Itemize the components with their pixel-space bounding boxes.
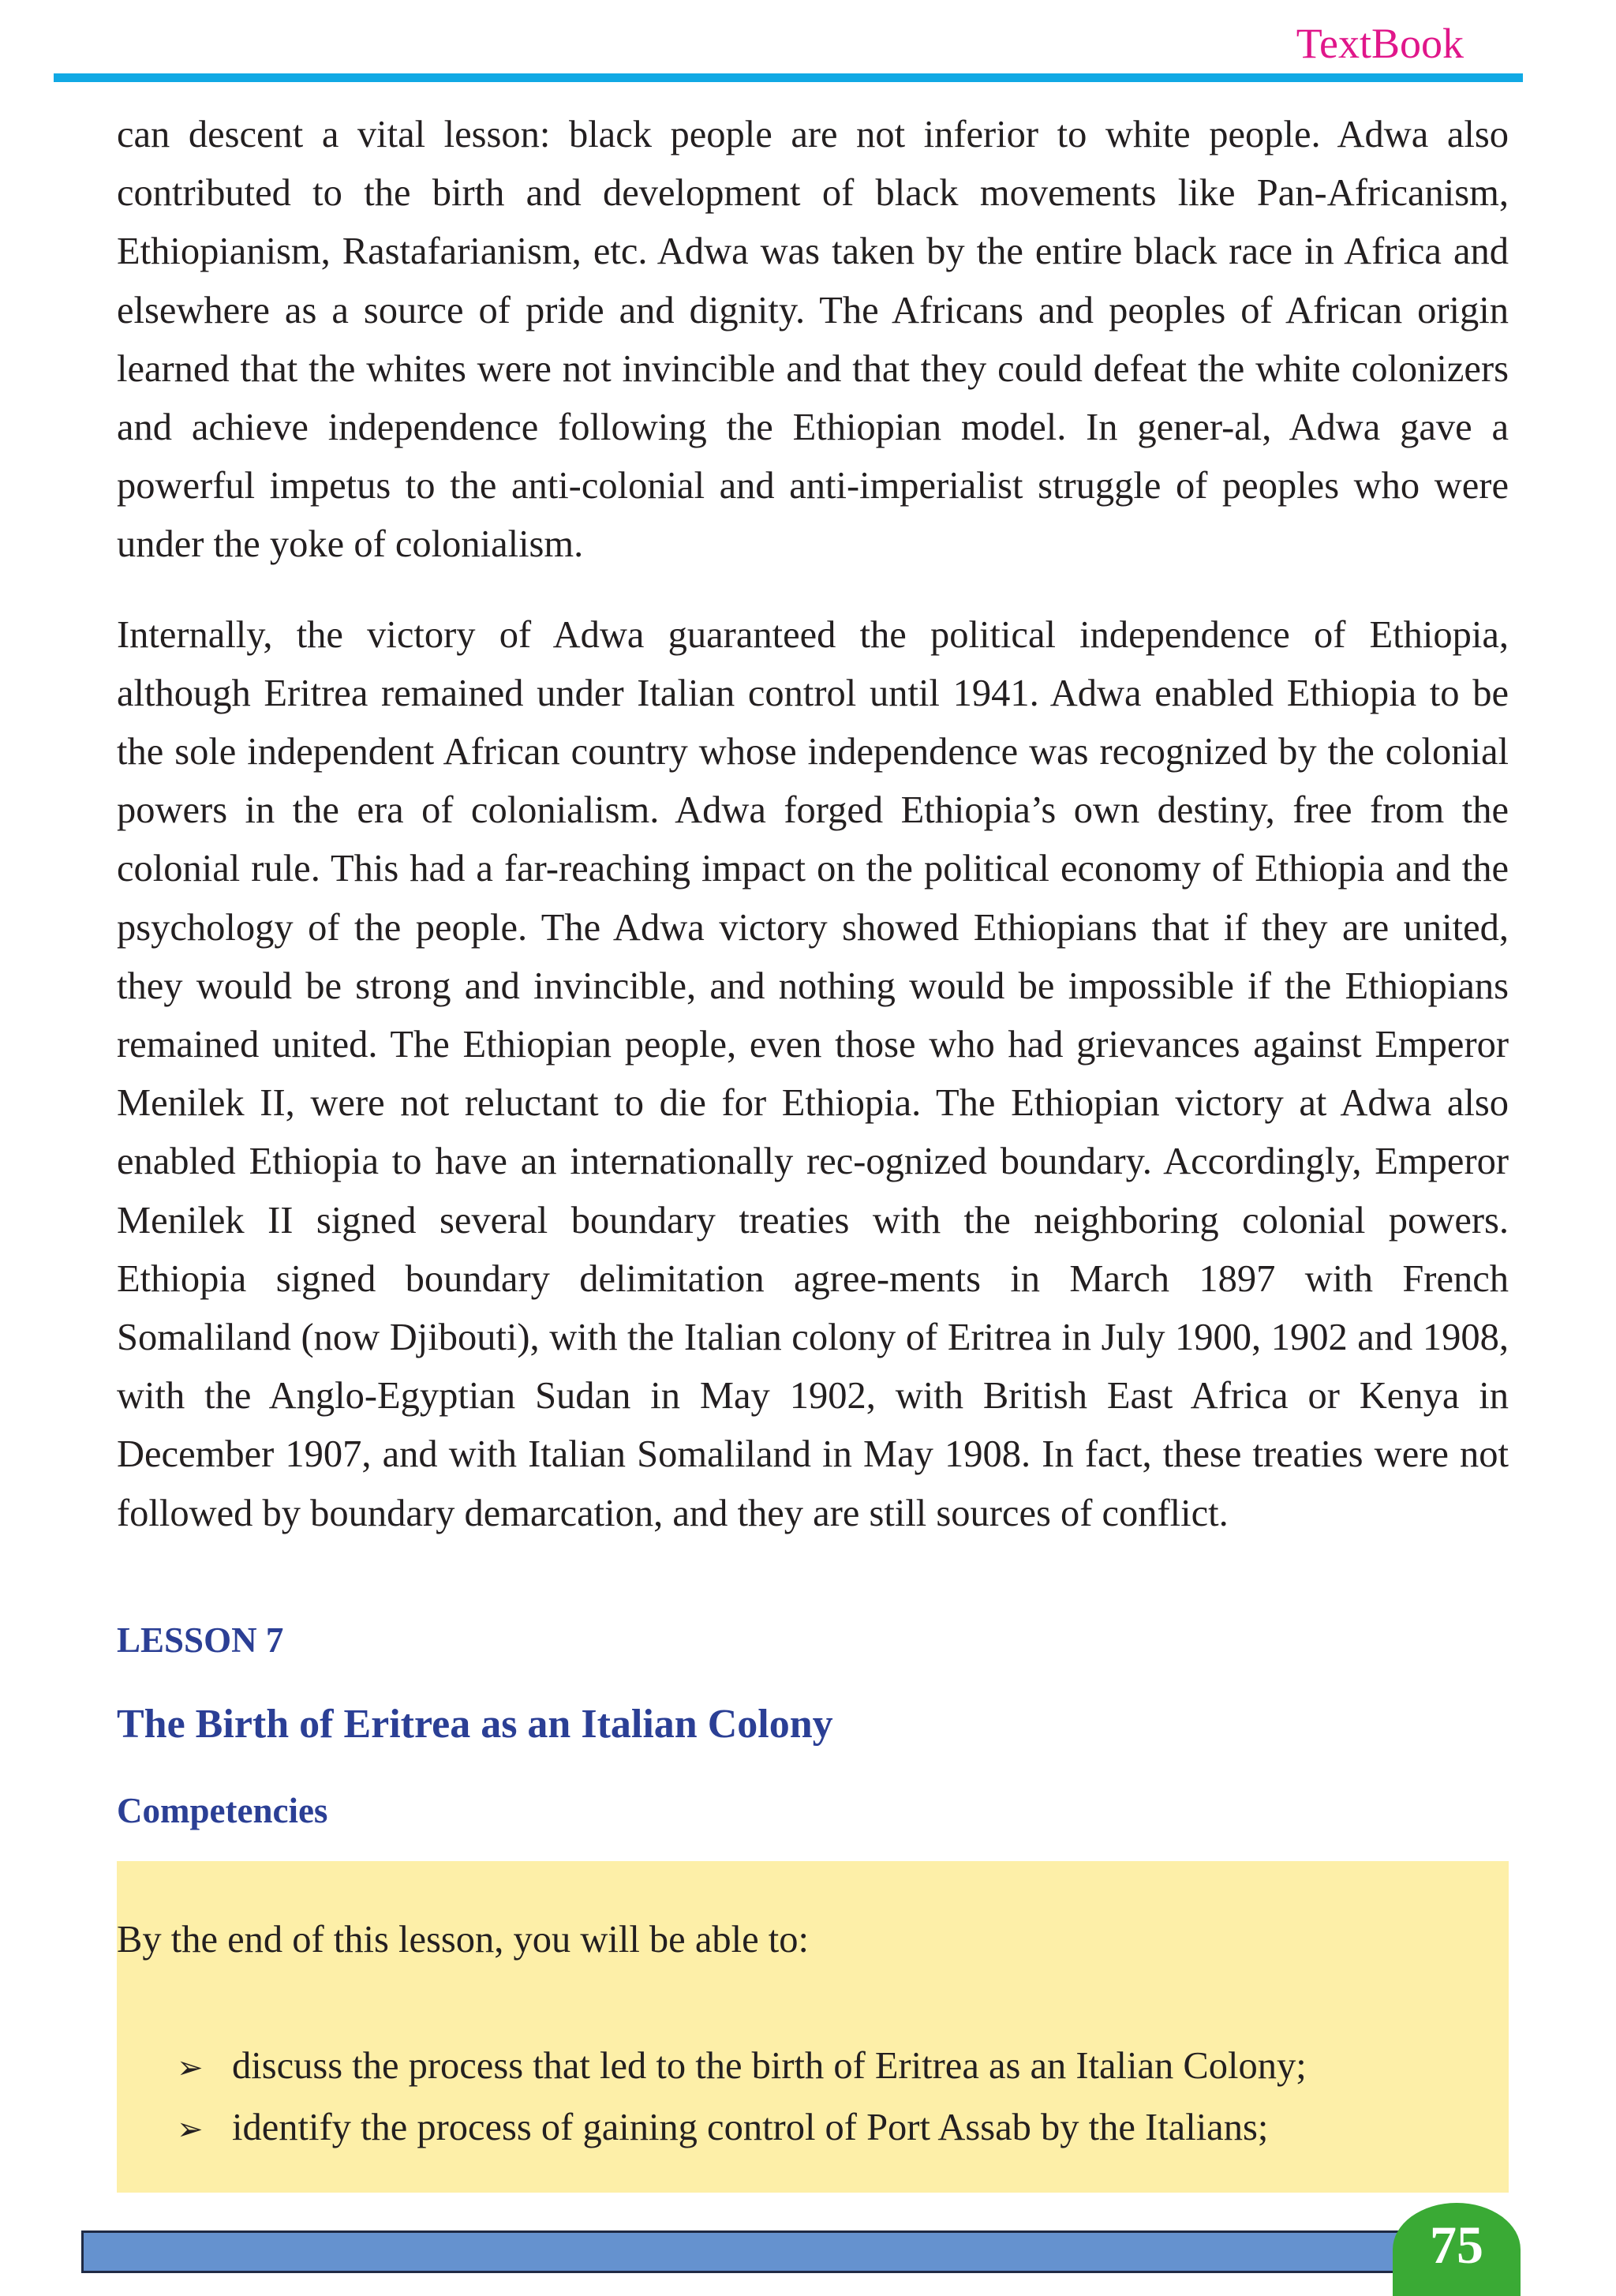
- list-item: [177, 2036, 1307, 2098]
- paragraph-2: Internally, the victory of Adwa guaranteed the political independence of Ethiopia, although Eritrea remained under Italian control until 1941. Adwa enabled Ethiopia to be the sole independent African country whose independence was recognized by the colonial powers in the era of colonialism. Adwa forged Ethiopia’s own destiny, free from the colonial rule. This had a far-reaching impact on the political economy of Ethiopia and the psychology of the people. The Adwa victory showed Ethiopians that if they are united, they would be strong and invincible, and nothing would be impossible if the Ethiopians remained united. The Ethiopian people, even those who had grievances against Emperor Menilek II, were not reluctant to die for Ethiopia. The Ethiopian victory at Adwa also enabled Ethiopia to have an internationally rec-ognized boundary. Accordingly, Emperor Menilek II signed several boundary treaties with the neighboring colonial powers. Ethiopia signed boundary delimitation agree-ments in March 1897 with French Somaliland (now Djibouti), with the Italian colony of Eritrea in July 1900, 1902 and 1908, with the Anglo-Egyptian Sudan in May 1902, with British East Africa or Kenya in December 1907, and with Italian Somaliland in May 1908. In fact, these treaties were not followed by boundary demarcation, and they are still sources of conflict.: [117, 613, 1509, 1534]
- competencies-heading: Competencies: [117, 1791, 328, 1830]
- lesson-label: LESSON 7: [117, 1620, 284, 1660]
- header-label: TextBook: [1296, 20, 1464, 67]
- competencies-intro: By the end of this lesson, you will be able to:: [117, 1919, 809, 1961]
- objective-text: identify the process of gaining control of Port Assab by the Italians;: [232, 2107, 1269, 2148]
- footer-bar: [81, 2230, 1476, 2273]
- body-content: [117, 106, 1509, 1543]
- competencies-box: [117, 1861, 1509, 2193]
- arrow-bullet-icon: ➢: [177, 2050, 204, 2086]
- lesson-title: The Birth of Eritrea as an Italian Colony: [117, 1702, 833, 1747]
- objective-text: discuss the process that led to the birth of Eritrea as an Italian Colony;: [232, 2045, 1307, 2087]
- objective-list: [177, 2036, 1307, 2159]
- header-rule: [54, 73, 1523, 82]
- page-number-badge: [1393, 2203, 1521, 2296]
- paragraph-1: can descent a vital lesson: black people are not inferior to white people. Adwa also contributed to the birth and development of black movements like Pan-Africanism, Ethiopianism, Rastafarianism, etc. Adwa was taken by the entire black race in Africa and elsewhere as a source of pride and dignity. The Africans and peoples of African origin learned that the whites were not invincible and that they could defeat the white colonizers and achieve independence following the Ethiopian model. In gener-al, Adwa gave a powerful impetus to the anti-colonial and anti-imperialist struggle of peoples who were under the yoke of colonialism.: [117, 114, 1509, 566]
- page-number: 75: [1430, 2214, 1483, 2275]
- arrow-bullet-icon: ➢: [177, 2111, 204, 2148]
- list-item: [177, 2098, 1307, 2159]
